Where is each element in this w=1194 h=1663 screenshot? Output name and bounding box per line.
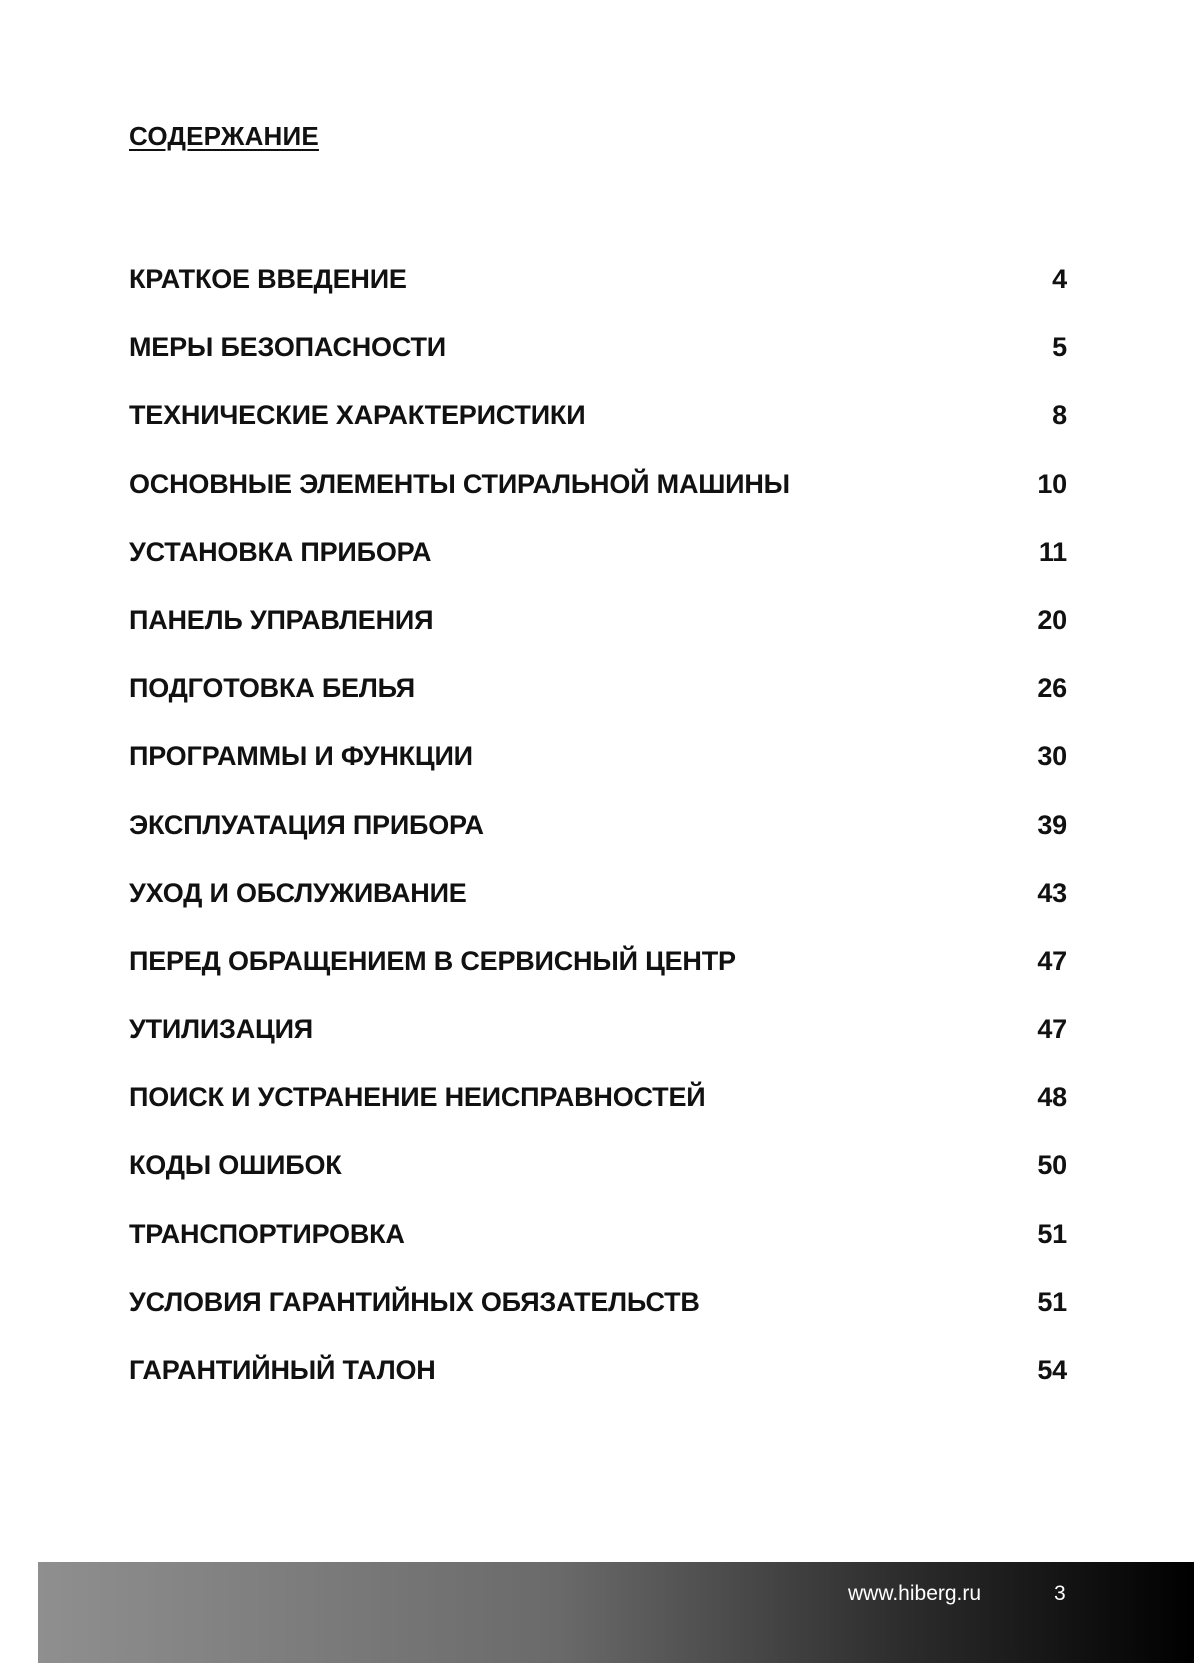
- toc-entry-label: ПОДГОТОВКА БЕЛЬЯ: [129, 673, 415, 704]
- toc-entry-label: ЭКСПЛУАТАЦИЯ ПРИБОРА: [129, 809, 484, 840]
- toc-entry[interactable]: [129, 332, 1067, 400]
- toc-entry-label: УХОД И ОБСЛУЖИВАНИЕ: [129, 877, 467, 908]
- toc-entry-label: МЕРЫ БЕЗОПАСНОСТИ: [129, 332, 446, 363]
- footer-page-number: 3: [1054, 1582, 1066, 1605]
- toc-entry-page: 47: [1037, 1014, 1067, 1045]
- toc-entry-page: 39: [1037, 809, 1067, 840]
- toc-entry-label: УСТАНОВКА ПРИБОРА: [129, 536, 432, 567]
- toc-entry[interactable]: [129, 1014, 1067, 1082]
- toc-entry-label: КРАТКОЕ ВВЕДЕНИЕ: [129, 264, 407, 294]
- toc-entry[interactable]: [129, 264, 1067, 332]
- table-of-contents: [129, 264, 1067, 1423]
- toc-entry[interactable]: [129, 741, 1067, 809]
- toc-entry[interactable]: [129, 537, 1067, 605]
- toc-entry-page: 47: [1037, 945, 1067, 976]
- toc-entry-page: 8: [1052, 400, 1067, 431]
- toc-entry-label: КОДЫ ОШИБОК: [129, 1150, 342, 1181]
- toc-entry-page: 4: [1052, 264, 1067, 294]
- toc-entry-page: 54: [1037, 1355, 1067, 1385]
- page-title: СОДЕРЖАНИЕ: [129, 121, 319, 151]
- toc-entry[interactable]: [129, 810, 1067, 878]
- toc-entry-label: ПРОГРАММЫ И ФУНКЦИИ: [129, 741, 473, 772]
- footer-bar: [38, 1562, 1194, 1663]
- toc-entry-label: ПАНЕЛЬ УПРАВЛЕНИЯ: [129, 604, 434, 635]
- toc-entry-page: 26: [1037, 673, 1067, 704]
- toc-entry[interactable]: [129, 1082, 1067, 1150]
- toc-entry[interactable]: [129, 1355, 1067, 1423]
- toc-entry-label: УТИЛИЗАЦИЯ: [129, 1014, 313, 1045]
- toc-entry-label: ОСНОВНЫЕ ЭЛЕМЕНТЫ СТИРАЛЬНОЙ МАШИНЫ: [129, 468, 790, 499]
- toc-entry[interactable]: [129, 946, 1067, 1014]
- footer-website-link[interactable]: www.hiberg.ru: [848, 1582, 982, 1605]
- toc-entry-label: ТРАНСПОРТИРОВКА: [129, 1218, 405, 1249]
- toc-entry-page: 10: [1037, 468, 1067, 499]
- toc-entry-page: 11: [1038, 536, 1067, 567]
- toc-entry-page: 51: [1037, 1218, 1067, 1249]
- toc-entry-page: 43: [1037, 877, 1067, 908]
- toc-entry[interactable]: [129, 469, 1067, 537]
- toc-entry-page: 48: [1037, 1082, 1067, 1113]
- toc-entry[interactable]: [129, 673, 1067, 741]
- toc-entry-label: УСЛОВИЯ ГАРАНТИЙНЫХ ОБЯЗАТЕЛЬСТВ: [129, 1286, 700, 1317]
- toc-entry-page: 5: [1052, 332, 1067, 363]
- toc-entry-label: ПОИСК И УСТРАНЕНИЕ НЕИСПРАВНОСТЕЙ: [129, 1082, 706, 1113]
- toc-entry-label: ТЕХНИЧЕСКИЕ ХАРАКТЕРИСТИКИ: [129, 400, 586, 431]
- toc-entry[interactable]: [129, 400, 1067, 468]
- toc-entry[interactable]: [129, 878, 1067, 946]
- toc-entry-page: 20: [1037, 604, 1067, 635]
- toc-entry-page: 50: [1037, 1150, 1067, 1181]
- toc-entry-label: ПЕРЕД ОБРАЩЕНИЕМ В СЕРВИСНЫЙ ЦЕНТР: [129, 945, 736, 976]
- toc-entry-page: 30: [1037, 741, 1067, 772]
- toc-entry[interactable]: [129, 1287, 1067, 1355]
- toc-entry-label: ГАРАНТИЙНЫЙ ТАЛОН: [129, 1355, 436, 1385]
- toc-entry[interactable]: [129, 605, 1067, 673]
- toc-entry-page: 51: [1037, 1286, 1067, 1317]
- toc-entry[interactable]: [129, 1219, 1067, 1287]
- toc-entry[interactable]: [129, 1150, 1067, 1218]
